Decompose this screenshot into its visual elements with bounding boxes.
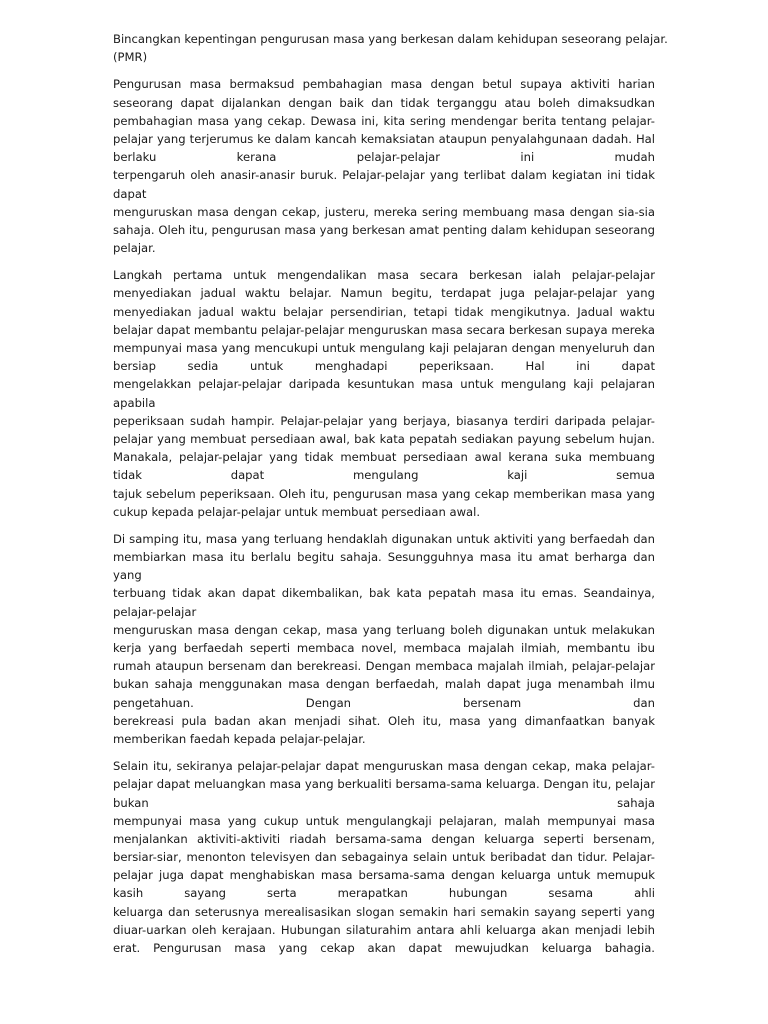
- paragraph-line: berekreasi pula badan akan menjadi sihat. Oleh itu, masa yang dimanfaatkan banyak: [113, 713, 655, 728]
- paragraph-line: peperiksaan sudah hampir. Pelajar-pelajar yang berjaya, biasanya terdiri daripada pelajar-: [113, 413, 655, 428]
- paragraph-line: pelajar-pelajar: [113, 604, 197, 619]
- paragraph-line: terbuang tidak akan dapat dikembalikan, bak kata pepatah masa itu emas. Seandainya,: [113, 586, 655, 601]
- paragraph-gap: [113, 748, 655, 757]
- paragraph-line: tajuk sebelum peperiksaan. Oleh itu, pengurusan masa yang cekap memberikan masa yang: [113, 486, 655, 501]
- paragraph-line: menguruskan masa dengan cekap, justeru, mereka sering membuang masa dengan sia-sia: [113, 204, 655, 219]
- paragraph-line: yang: [113, 568, 142, 583]
- essay-title: [113, 30, 668, 66]
- paragraph-line: mengelakkan pelajar-pelajar daripada kesuntukan masa untuk mengulang kaji pelajaran: [113, 377, 655, 392]
- paragraph-line: pelajar.: [113, 241, 156, 256]
- paragraph-line: bersiap sedia untuk menghadapi peperiksaan. Hal ini dapat: [113, 359, 655, 374]
- paragraph: [113, 757, 655, 957]
- paragraph-line: cukup kepada pelajar-pelajar untuk membuat persediaan awal.: [113, 504, 481, 519]
- paragraph-line: seseorang dapat dijalankan dengan baik dan tidak terganggu atau boleh dimaksudkan: [113, 95, 655, 110]
- paragraph-line: berlaku kerana pelajar-pelajar ini mudah: [113, 150, 655, 165]
- paragraph-line: menguruskan masa dengan cekap, masa yang terluang boleh digunakan untuk melakukan: [113, 622, 655, 637]
- paragraph-line: menyediakan jadual waktu belajar persendirian, tetapi tidak mengikutnya. Jadual waktu: [113, 304, 655, 319]
- paragraph-gap: [113, 257, 655, 266]
- paragraph-line: mempunyai masa yang mencukupi untuk mengulang kaji pelajaran dengan menyeluruh dan: [113, 341, 655, 355]
- document-page: [113, 30, 668, 957]
- paragraph-line: mempunyai masa yang cukup untuk mengulangkaji pelajaran, malah mempunyai masa: [113, 813, 655, 828]
- paragraph-line: menjalankan aktiviti-aktiviti riadah bersama-sama dengan keluarga seperti bersenam,: [113, 831, 655, 846]
- paragraph-line: pelajar dapat meluangkan masa yang berkualiti bersama-sama keluarga. Dengan itu, pelajar: [113, 777, 655, 792]
- paragraph-line: terpengaruh oleh anasir-anasir buruk. Pelajar-pelajar yang terlibat dalam kegiatan ini tidak: [113, 168, 655, 183]
- paragraph-gap: [113, 521, 655, 530]
- title-line: Bincangkan kepentingan pengurusan masa yang berkesan dalam kehidupan seseorang pelajar.: [113, 32, 668, 46]
- paragraph-line: Manakala, pelajar-pelajar yang tidak membuat persediaan awal kerana suka membuang: [113, 450, 655, 465]
- paragraph-line: dapat: [113, 186, 147, 201]
- paragraph-line: Langkah pertama untuk mengendalikan masa secara berkesan ialah pelajar-pelajar: [113, 268, 655, 283]
- essay-body: [113, 66, 655, 957]
- paragraph-line: pelajar juga dapat menghabiskan masa bersama-sama dengan keluarga untuk memupuk: [113, 868, 655, 883]
- paragraph-line: pelajar yang terjerumus ke dalam kancah kemaksiatan ataupun penyalahgunaan dadah. Hal: [113, 131, 655, 146]
- paragraph-line: kasih sayang serta merapatkan hubungan sesama ahli: [113, 886, 655, 901]
- paragraph-line: Di samping itu, masa yang terluang hendaklah digunakan untuk aktiviti yang berfaedah dan: [113, 531, 655, 546]
- paragraph: [113, 530, 655, 748]
- paragraph-line: erat. Pengurusan masa yang cekap akan dapat mewujudkan keluarga bahagia.: [113, 941, 655, 955]
- paragraph-line: tidak dapat mengulang kaji semua: [113, 468, 655, 483]
- paragraph-line: sahaja. Oleh itu, pengurusan masa yang berkesan amat penting dalam kehidupan seseorang: [113, 222, 655, 237]
- paragraph-line: menyediakan jadual waktu belajar. Namun begitu, terdapat juga pelajar-pelajar yang: [113, 286, 655, 301]
- paragraph-line: apabila: [113, 395, 156, 410]
- paragraph-line: Selain itu, sekiranya pelajar-pelajar dapat menguruskan masa dengan cekap, maka pelajar-: [113, 759, 655, 774]
- title-line: (PMR): [113, 50, 148, 65]
- paragraph-line: kerja yang berfaedah seperti membaca novel, membaca majalah ilmiah, membantu ibu: [113, 641, 655, 655]
- paragraph-line: pelajar yang membuat persediaan awal, bak kata pepatah sediakan payung sebelum hujan.: [113, 431, 655, 446]
- paragraph-line: rumah ataupun bersenam dan berekreasi. Dengan membaca majalah ilmiah, pelajar-pelajar: [113, 659, 655, 674]
- paragraph-line: belajar dapat membantu pelajar-pelajar menguruskan masa secara berkesan supaya mereka: [113, 322, 655, 337]
- paragraph-line: pembahagian masa yang cekap. Dewasa ini, kita sering mendengar berita tentang pelajar-: [113, 113, 655, 128]
- paragraph: [113, 75, 655, 257]
- paragraph: [113, 266, 655, 521]
- paragraph-line: keluarga dan seterusnya merealisasikan slogan semakin hari semakin sayang seperti yang: [113, 904, 655, 919]
- paragraph-line: membiarkan masa itu berlalu begitu sahaja. Sesungguhnya masa itu amat berharga dan: [113, 550, 655, 565]
- paragraph-line: Pengurusan masa bermaksud pembahagian masa dengan betul supaya aktiviti harian: [113, 77, 655, 92]
- paragraph-gap: [113, 66, 655, 75]
- paragraph-line: diuar-uarkan oleh kerajaan. Hubungan silaturahim antara ahli keluarga akan menjadi lebih: [113, 922, 655, 937]
- paragraph-line: memberikan faedah kepada pelajar-pelajar.: [113, 731, 366, 746]
- paragraph-line: pengetahuan. Dengan bersenam dan: [113, 695, 655, 710]
- paragraph-line: bukan sahaja menggunakan masa dengan berfaedah, malah dapat juga menambah ilmu: [113, 677, 655, 692]
- paragraph-line: bukan sahaja: [113, 795, 655, 810]
- paragraph-line: bersiar-siar, menonton televisyen dan sebagainya selain untuk beribadat dan tidur. Pelajar-: [113, 850, 655, 865]
